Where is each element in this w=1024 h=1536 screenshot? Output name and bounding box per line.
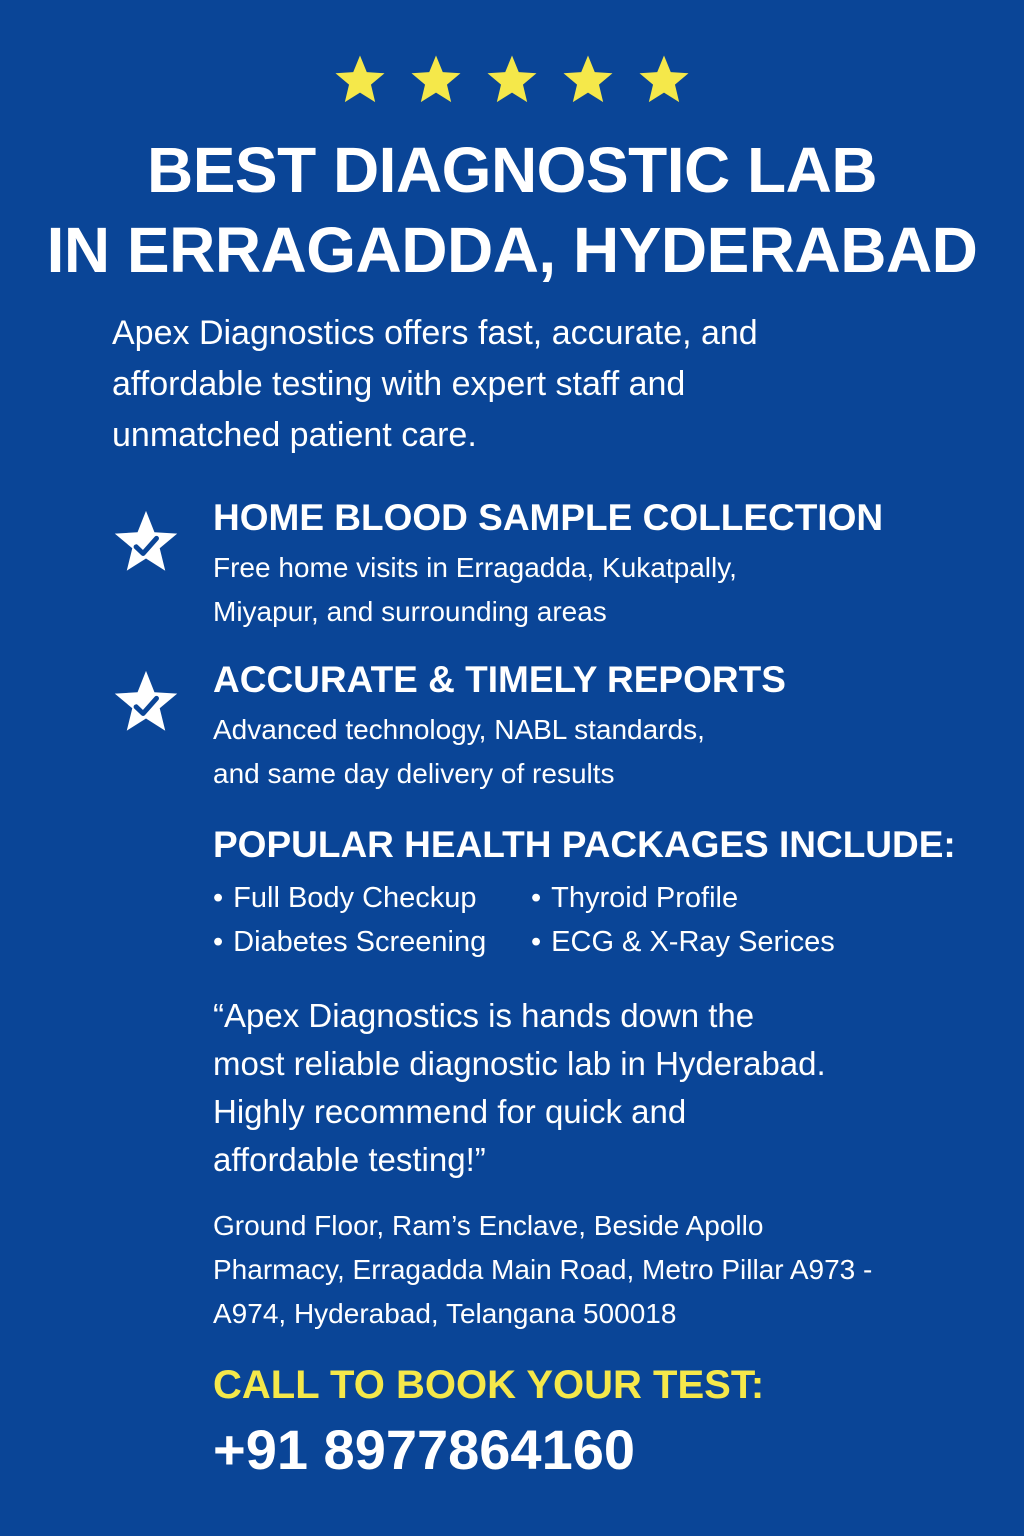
headline-line: IN ERRAGADDA, HYDERABAD (46, 214, 978, 286)
star-icon (331, 52, 389, 108)
testimonial-line: Highly recommend for quick and (213, 1093, 687, 1130)
bullet-icon: • (531, 926, 542, 958)
bullet-icon: • (213, 926, 224, 958)
feature-description-line: Free home visits in Erragadda, Kukatpally, (213, 552, 737, 583)
bullet-icon: • (531, 882, 542, 914)
package-item (531, 876, 871, 920)
intro-line: unmatched patient care. (112, 416, 477, 454)
headline (0, 130, 1024, 290)
star-icon (407, 52, 465, 108)
feature-description (213, 708, 705, 796)
packages-section (213, 822, 1003, 964)
address-line: Pharmacy, Erragadda Main Road, Metro Pillar A973 - (213, 1254, 873, 1285)
address-line: A974, Hyderabad, Telangana 500018 (213, 1298, 677, 1329)
testimonial-line: “Apex Diagnostics is hands down the (213, 997, 755, 1034)
address-line: Ground Floor, Ram’s Enclave, Beside Apollo (213, 1210, 764, 1241)
package-label: Diabetes Screening (233, 926, 487, 958)
feature-description-line: Miyapur, and surrounding areas (213, 596, 607, 627)
feature-accurate-reports (110, 658, 990, 798)
intro-line: affordable testing with expert staff and (112, 365, 686, 403)
headline-line: BEST DIAGNOSTIC LAB (146, 134, 878, 206)
intro-text (112, 308, 932, 461)
star-check-icon (110, 668, 182, 738)
feature-description-line: and same day delivery of results (213, 758, 615, 789)
feature-title: ACCURATE & TIMELY REPORTS (213, 659, 786, 700)
testimonial-quote (213, 992, 1003, 1184)
package-item (531, 920, 871, 964)
feature-title: HOME BLOOD SAMPLE COLLECTION (213, 497, 884, 538)
rating-stars (0, 52, 1024, 108)
testimonial-line: affordable testing!” (213, 1141, 486, 1178)
package-label: ECG & X-Ray Serices (551, 926, 835, 958)
star-icon (483, 52, 541, 108)
package-label: Full Body Checkup (233, 882, 477, 914)
packages-title: POPULAR HEALTH PACKAGES INCLUDE: (213, 824, 956, 865)
star-icon (559, 52, 617, 108)
star-check-icon (110, 508, 182, 578)
package-item (213, 876, 531, 920)
phone-number-link[interactable]: +91 8977864160 (213, 1418, 635, 1481)
feature-home-collection (110, 496, 990, 636)
packages-list (213, 876, 1003, 964)
testimonial-line: most reliable diagnostic lab in Hyderabad. (213, 1045, 826, 1082)
package-item (213, 920, 531, 964)
star-icon (635, 52, 693, 108)
intro-line: Apex Diagnostics offers fast, accurate, and (112, 314, 758, 352)
bullet-icon: • (213, 882, 224, 914)
package-label: Thyroid Profile (551, 882, 739, 914)
feature-description (213, 546, 737, 634)
feature-description-line: Advanced technology, NABL standards, (213, 714, 705, 745)
cta-label: CALL TO BOOK YOUR TEST: (213, 1363, 765, 1407)
address (213, 1204, 1003, 1336)
